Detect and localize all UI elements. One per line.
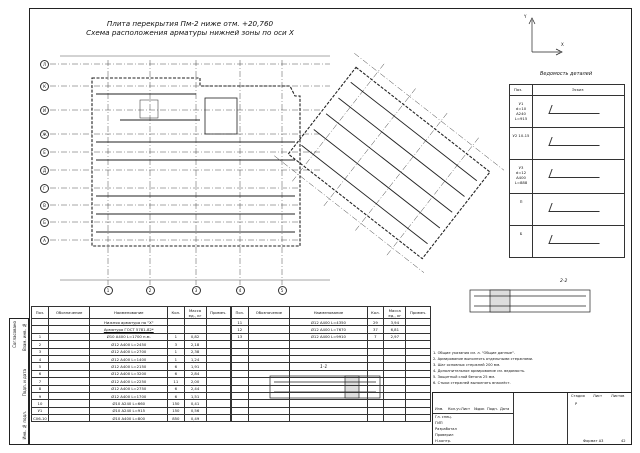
spec-cell: 6	[168, 385, 184, 392]
spec-cell	[290, 348, 367, 355]
details-mark: У2 10-15	[512, 133, 530, 138]
spec-cell	[406, 392, 431, 399]
spec-cell	[406, 333, 431, 340]
section-2-2	[470, 290, 590, 312]
title-block	[432, 392, 632, 445]
details-sketch	[548, 235, 602, 244]
spec-cell: Ø12 А400 L=2750	[90, 385, 168, 392]
spec-row	[232, 341, 431, 348]
details-row	[510, 95, 624, 96]
details-sketch	[548, 137, 602, 146]
spec-cell: Ø10 А400 L=800	[90, 415, 168, 422]
spec-cell	[248, 407, 290, 414]
spec-cell	[406, 348, 431, 355]
stamp-role: Проверил	[435, 433, 454, 437]
spec-cell: Арматура ГОСТ 5781-82*	[90, 326, 168, 333]
spec-cell	[367, 355, 384, 362]
spec-cell	[248, 385, 290, 392]
details-row	[510, 127, 624, 128]
spec-row	[232, 407, 431, 414]
spec-row	[32, 326, 231, 333]
spec-cell	[290, 355, 367, 362]
col-axis-1: 2	[146, 286, 155, 295]
spec-cell: 9	[32, 392, 49, 399]
spec-cell	[206, 355, 230, 362]
spec-cell: Ø10 А240 L=660	[90, 400, 168, 407]
spec-cell: 6,81	[384, 326, 406, 333]
spec-cell	[206, 407, 230, 414]
spec-cell	[290, 378, 367, 385]
spec-row	[232, 392, 431, 399]
spec-cell: Ø10 А240 L=915	[90, 407, 168, 414]
spec-cell: Ø12 А400 L=7670	[290, 326, 367, 333]
spec-cell	[48, 415, 89, 422]
details-sketch	[548, 105, 602, 114]
spec-cell	[406, 370, 431, 377]
side-stamp-replacement: Взам. инв. №	[22, 323, 27, 351]
spec-cell: 0,56	[184, 407, 206, 414]
spec-cell	[48, 370, 89, 377]
spec-cell	[206, 392, 230, 399]
details-sketch	[548, 203, 602, 212]
spec-cell: 0,41	[184, 400, 206, 407]
spec-cell	[206, 363, 230, 370]
rebar-lines	[96, 94, 295, 232]
spec-cell	[206, 348, 230, 355]
title-line-2: Схема расположения арматуры нижней зоны по оси Х	[86, 27, 294, 37]
details-title: Ведомость деталей	[540, 71, 593, 77]
spec-cell	[406, 326, 431, 333]
spec-cell	[290, 370, 367, 377]
spec-cell: 6	[32, 370, 49, 377]
spec-cell	[48, 400, 89, 407]
details-row	[510, 159, 624, 160]
spec-cell	[384, 363, 406, 370]
stamp-stage: Стадия	[571, 394, 585, 398]
spec-cell: 6	[168, 370, 184, 377]
spec-cell: 2,00	[184, 378, 206, 385]
spec-cell	[232, 363, 249, 370]
spec-cell	[384, 392, 406, 399]
col-axis-3: 4	[236, 286, 245, 295]
opening	[140, 100, 158, 118]
stamp-stage-value: Р	[575, 402, 578, 406]
spec-cell	[384, 385, 406, 392]
spec-cell	[406, 319, 431, 326]
spec-cell	[232, 355, 249, 362]
spec-cell	[406, 407, 431, 414]
spec-row	[32, 385, 231, 392]
row-axis-7: В	[40, 201, 49, 210]
spec-cell: 150	[168, 407, 184, 414]
spec-header-cell: Масса ед., кг	[384, 307, 406, 319]
spec-row	[32, 348, 231, 355]
stamp-role: Гл. спец.	[435, 415, 452, 419]
stamp-role: Разработал	[435, 427, 457, 431]
spec-cell	[48, 363, 89, 370]
spec-cell	[248, 415, 290, 422]
spec-cell	[406, 378, 431, 385]
spec-row	[232, 348, 431, 355]
spec-cell	[406, 400, 431, 407]
spec-cell: Ø12 А400 L=1400	[90, 355, 168, 362]
details-sketch	[548, 169, 602, 178]
spec-cell	[384, 378, 406, 385]
spec-cell	[232, 370, 249, 377]
spec-cell	[290, 341, 367, 348]
details-header-pos: Поз.	[514, 87, 523, 92]
spec-cell: 13	[232, 333, 249, 340]
spec-cell	[206, 415, 230, 422]
details-row	[510, 193, 624, 194]
spec-cell	[367, 341, 384, 348]
spec-cell	[232, 400, 249, 407]
spec-row	[32, 341, 231, 348]
section-2-2-label: 2-2	[560, 279, 568, 284]
axis-y-label: Y	[524, 14, 527, 19]
spec-cell	[367, 348, 384, 355]
spec-cell	[367, 415, 384, 422]
spec-cell: 1,24	[184, 355, 206, 362]
spec-cell: Ø12 А400 L=2150	[90, 363, 168, 370]
spec-cell: Ø12 А400 L=9910	[290, 333, 367, 340]
spec-cell: 3,94	[384, 319, 406, 326]
spec-cell: 2,38	[184, 348, 206, 355]
spec-cell: Ø12 А400 L=4350	[290, 319, 367, 326]
spec-cell	[206, 326, 230, 333]
spec-cell	[290, 363, 367, 370]
spec-cell: 2,18	[184, 341, 206, 348]
spec-row	[232, 333, 431, 340]
spec-cell	[184, 326, 206, 333]
spec-cell	[232, 407, 249, 414]
stamp-col-header: Подп.	[487, 407, 498, 411]
spec-cell	[232, 385, 249, 392]
spec-header-cell: Наименование	[290, 307, 367, 319]
spec-cell	[290, 400, 367, 407]
row-axis-2: И	[40, 106, 49, 115]
spec-cell: 1	[168, 333, 184, 340]
note-line: 3. Шаг основных стержней 200 мм.	[433, 363, 501, 367]
spec-cell: 150	[168, 400, 184, 407]
spec-cell	[367, 370, 384, 377]
title-line-1: Плита перекрытия Пм-2 ниже отм. +20,760	[106, 19, 274, 28]
axis-x-label: X	[561, 42, 564, 47]
spec-header-cell: Примеч.	[406, 307, 431, 319]
spec-cell: Ø12 А400 L=2700	[90, 348, 168, 355]
spec-row	[32, 378, 231, 385]
spec-row	[232, 363, 431, 370]
stamp-col-header: Лист	[461, 407, 471, 411]
stamp-sheet: Лист	[593, 394, 603, 398]
spec-cell	[232, 378, 249, 385]
spec-row	[232, 370, 431, 377]
spec-cell: 37	[367, 326, 384, 333]
spec-cell: 1	[168, 355, 184, 362]
spec-cell	[248, 319, 290, 326]
specification-table-left	[31, 306, 231, 422]
spec-cell	[384, 355, 406, 362]
note-line: 1. Общие указания см. л. "Общие данные".	[433, 351, 515, 355]
spec-row	[32, 370, 231, 377]
note-line: 5. Защитный слой бетона 25 мм.	[433, 375, 496, 379]
spec-row	[32, 415, 231, 422]
spec-cell	[168, 319, 184, 326]
spec-cell: 6	[168, 363, 184, 370]
specification-table-right	[231, 306, 431, 422]
spec-row	[32, 355, 231, 362]
spec-cell	[48, 392, 89, 399]
opening	[205, 98, 237, 134]
spec-cell	[48, 341, 89, 348]
spec-row	[32, 363, 231, 370]
spec-cell	[290, 407, 367, 414]
col-axis-4: 5	[278, 286, 287, 295]
spec-cell: 1,91	[184, 363, 206, 370]
spec-cell	[48, 407, 89, 414]
spec-cell	[48, 326, 89, 333]
side-stamp-agreed: Согласовано	[12, 321, 17, 348]
spec-cell	[184, 319, 206, 326]
spec-row	[232, 326, 431, 333]
col-axis-0: 1	[104, 286, 113, 295]
row-axis-8: Б	[40, 218, 49, 227]
spec-cell	[406, 341, 431, 348]
spec-cell	[48, 378, 89, 385]
row-axis-4: Е	[40, 148, 49, 157]
spec-cell	[232, 348, 249, 355]
spec-cell: Нижняя арматура по "Х"	[90, 319, 168, 326]
spec-cell	[384, 341, 406, 348]
spec-cell	[206, 319, 230, 326]
spec-cell	[48, 319, 89, 326]
spec-cell	[384, 370, 406, 377]
spec-cell: 2,84	[184, 370, 206, 377]
row-axis-1: К	[40, 82, 49, 91]
spec-cell: Ø12 А400 L=3200	[90, 370, 168, 377]
spec-row	[32, 407, 231, 414]
spec-cell	[248, 348, 290, 355]
spec-cell	[367, 378, 384, 385]
spec-row	[32, 400, 231, 407]
spec-cell	[206, 370, 230, 377]
spec-cell	[248, 333, 290, 340]
spec-cell: У1	[32, 407, 49, 414]
spec-cell	[248, 326, 290, 333]
spec-cell	[206, 341, 230, 348]
spec-cell	[384, 415, 406, 422]
spec-cell: 2,44	[184, 385, 206, 392]
spec-cell: 2,97	[384, 333, 406, 340]
spec-cell	[206, 400, 230, 407]
stamp-sheet-number: 42	[621, 439, 626, 443]
row-axis-5: Д	[40, 166, 49, 175]
spec-row	[232, 355, 431, 362]
spec-cell	[206, 333, 230, 340]
spec-cell	[32, 319, 49, 326]
spec-header-cell: Кол.	[367, 307, 384, 319]
details-row	[510, 225, 624, 226]
row-axis-6: Г	[40, 184, 49, 193]
spec-cell	[384, 348, 406, 355]
xy-axes-symbol	[529, 18, 562, 55]
spec-cell	[48, 348, 89, 355]
stamp-format: Формат А3	[583, 439, 604, 443]
details-mark: Б	[519, 231, 523, 236]
spec-row	[232, 378, 431, 385]
note-line: 6. Стыки стержней выполнять внахлёст.	[433, 381, 511, 385]
spec-cell: 1	[32, 333, 49, 340]
spec-cell: 4	[32, 355, 49, 362]
spec-cell	[248, 370, 290, 377]
spec-cell	[168, 326, 184, 333]
spec-cell: Ø12 А400 L=1700	[90, 392, 168, 399]
row-axis-9: А	[40, 236, 49, 245]
rotated-slab-part	[268, 45, 510, 280]
spec-cell	[290, 385, 367, 392]
spec-cell	[290, 392, 367, 399]
spec-cell	[367, 392, 384, 399]
spec-cell: Ø12 А400 L=2250	[90, 378, 168, 385]
stamp-col-header: Изм.	[435, 407, 444, 411]
side-stamp-signature: Подп. и дата	[22, 369, 27, 397]
spec-cell: 7	[32, 378, 49, 385]
spec-cell	[206, 385, 230, 392]
spec-cell: Ø10 А400 L=1700 п.м.	[90, 333, 168, 340]
side-stamp	[9, 318, 29, 445]
spec-header-cell: Наименование	[90, 307, 168, 319]
spec-cell: 5	[32, 363, 49, 370]
row-axis-3: Ж	[40, 130, 49, 139]
details-header-sketch: Эскиз	[572, 87, 584, 92]
spec-cell	[248, 363, 290, 370]
stamp-col-header: Дата	[500, 407, 510, 411]
spec-cell	[367, 385, 384, 392]
spec-cell	[248, 355, 290, 362]
spec-cell: 7	[367, 333, 384, 340]
general-notes	[433, 350, 633, 386]
spec-cell: 8	[32, 385, 49, 392]
spec-row	[232, 385, 431, 392]
spec-cell	[406, 385, 431, 392]
details-mark: П	[519, 199, 523, 204]
spec-cell: 10	[32, 400, 49, 407]
details-mark: У3 d=12 A400 L=888	[514, 165, 528, 185]
spec-cell	[406, 363, 431, 370]
details-table	[509, 84, 625, 258]
spec-header-cell: Примеч.	[206, 307, 230, 319]
spec-cell: 11	[168, 378, 184, 385]
note-line: 4. Дополнительное армирование см. ведомость.	[433, 369, 526, 373]
spec-cell: 0,49	[184, 415, 206, 422]
spec-cell	[232, 392, 249, 399]
spec-cell	[248, 378, 290, 385]
stamp-col-header: №док	[474, 407, 485, 411]
spec-cell: 2	[32, 341, 49, 348]
spec-header-cell: Обозначение	[248, 307, 290, 319]
spec-cell: 11	[232, 319, 249, 326]
spec-cell: 1,51	[184, 392, 206, 399]
spec-header-cell: Обозначение	[48, 307, 89, 319]
spec-cell	[248, 400, 290, 407]
spec-cell: 1	[168, 348, 184, 355]
spec-header-cell: Масса ед., кг	[184, 307, 206, 319]
details-mark: У1 d=10 A240 L=915	[514, 101, 528, 121]
spec-cell: С06-10	[33, 415, 47, 421]
spec-cell	[32, 326, 49, 333]
row-axis-0: Л	[40, 60, 49, 69]
spec-cell	[248, 392, 290, 399]
spec-cell: 3	[168, 341, 184, 348]
spec-cell: 0,82	[184, 333, 206, 340]
spec-cell	[384, 400, 406, 407]
stamp-col-header: Кол.уч	[448, 407, 461, 411]
spec-cell: 6	[168, 392, 184, 399]
spec-row	[32, 392, 231, 399]
spec-cell	[367, 400, 384, 407]
spec-cell: 3	[32, 348, 49, 355]
spec-cell	[48, 355, 89, 362]
stamp-role: ГИП	[435, 421, 443, 425]
spec-row	[232, 415, 431, 422]
col-axis-2: 3	[192, 286, 201, 295]
spec-cell	[248, 341, 290, 348]
spec-cell	[367, 363, 384, 370]
spec-row	[32, 333, 231, 340]
spec-row	[232, 400, 431, 407]
side-stamp-inventory: Инв. № подл.	[22, 411, 27, 440]
note-line: 2. Армирование выполнять отдельными стержнями.	[433, 357, 534, 361]
spec-cell	[406, 415, 431, 422]
stamp-sheets: Листов	[611, 394, 625, 398]
spec-cell	[367, 407, 384, 414]
spec-header-cell: Поз.	[232, 307, 249, 319]
section-1-1-label: 1-1	[320, 365, 328, 370]
spec-cell	[206, 378, 230, 385]
spec-cell: Ø12 А400 L=2450	[90, 341, 168, 348]
spec-cell	[48, 333, 89, 340]
spec-cell	[384, 407, 406, 414]
spec-cell: 850	[168, 415, 184, 422]
spec-cell: 29	[367, 319, 384, 326]
spec-cell	[232, 415, 249, 422]
spec-header-cell: Кол.	[168, 307, 184, 319]
spec-header-cell: Поз.	[32, 307, 49, 319]
spec-cell	[290, 415, 367, 422]
spec-row	[32, 319, 231, 326]
spec-row	[232, 319, 431, 326]
stamp-role: Н.контр.	[435, 439, 452, 443]
spec-cell: 12	[232, 326, 249, 333]
spec-cell	[232, 341, 249, 348]
spec-cell	[48, 385, 89, 392]
spec-cell	[406, 355, 431, 362]
